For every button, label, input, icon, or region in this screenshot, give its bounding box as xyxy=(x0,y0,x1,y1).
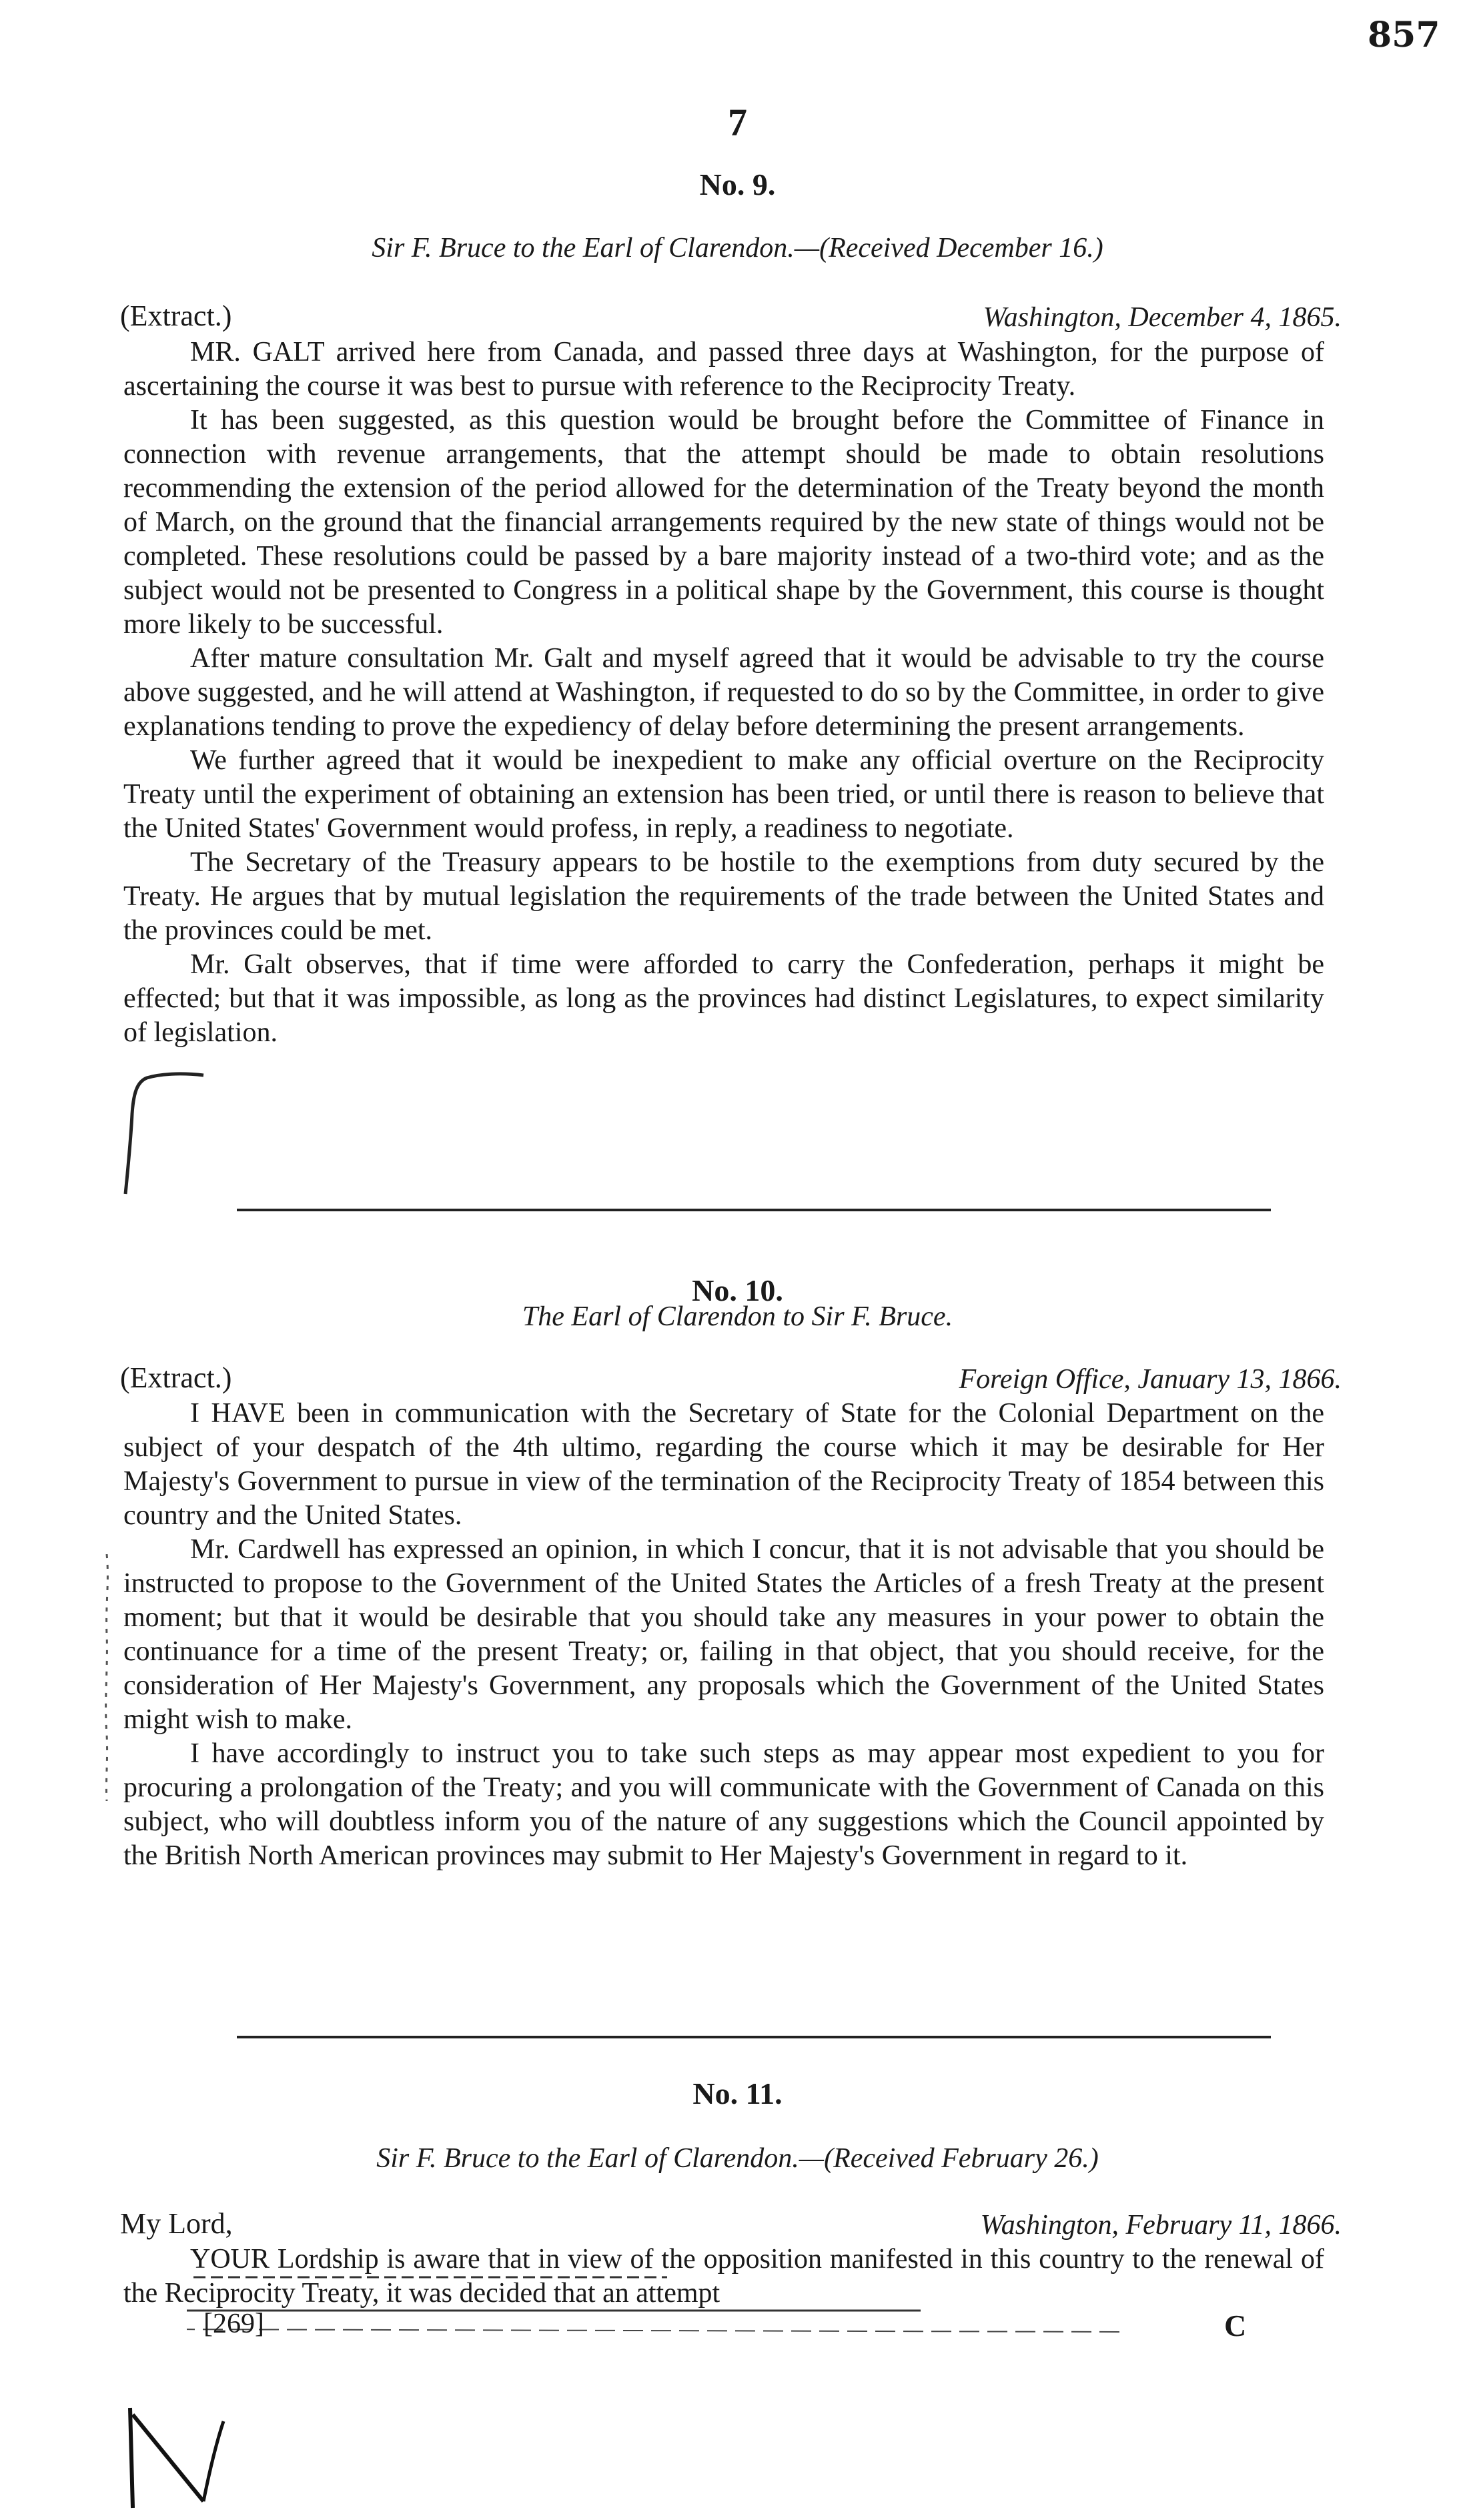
doc11-dateline: Washington, February 11, 1866. xyxy=(980,2210,1342,2241)
handwritten-scrawl-mark xyxy=(123,2401,237,2515)
doc9-extract-label: (Extract.) xyxy=(120,299,232,332)
doc9-number: No. 9. xyxy=(699,167,776,201)
doc9-paragraph-2: It has been suggested, as this question would be brought before the Committee of Finance in connection with revenue arrangements, that the attempt should be made to obtain resolutions recommending the extension of the period allowed for the determination of the Treaty beyond the month of March, on the ground that the financial arrangements required by the new state of things would not be completed. These resolutions could be passed by a bare majority instead of a two-third vote; and as the subject would not be presented to Congress in a political shape by the Government, this course is thought more likely to be successful. xyxy=(123,405,1324,640)
doc9-paragraph-3: After mature consultation Mr. Galt and myself agreed that it would be advisable to try the course above suggested, and he will attend at Washington, if requested to do so by the Committee, in order to give explanations tending to prove the expediency of delay before determining the present arrangements. xyxy=(123,643,1324,742)
doc10-dateline: Foreign Office, January 13, 1866. xyxy=(959,1364,1342,1395)
underline-marks xyxy=(187,2273,1321,2347)
footer-reference: [269] xyxy=(203,2309,264,2339)
doc10-number: No. 10. xyxy=(692,1273,783,1307)
doc9-paragraph-1: MR. GALT arrived here from Canada, and passed three days at Washington, for the purpose of ascertaining the course it was best to pursue with reference to the Reciprocity Treaty. xyxy=(123,337,1324,402)
signature-mark: C xyxy=(1224,2309,1247,2343)
doc11-paragraph-1: YOUR Lordship is aware that in view of the opposition manifested in this country to the renewal of the Reciprocity Treaty, it was decided that an attempt xyxy=(123,2244,1324,2309)
divider-rule-2 xyxy=(237,2036,1271,2038)
doc10-paragraph-2: Mr. Cardwell has expressed an opinion, in which I concur, that it is not advisable that you should be instructed to propose to the Government of the United States the Articles of a fresh Treaty at the present moment; but that it would be desirable that you should take any measures in your power to obtain the continuance for a time of the present Treaty; or, failing in that object, that you should receive, for the consideration of Her Majesty's Government, any proposals which the Government of the United States might wish to make. xyxy=(123,1534,1324,1735)
doc9-paragraph-4: We further agreed that it would be inexpedient to make any official overture on the Reciprocity Treaty until the experiment of obtaining an extension has been tried, or until there is reason to believe that the United States' Government would profess, in reply, a readiness to negotiate. xyxy=(123,745,1324,844)
doc10-paragraph-3: I have accordingly to instruct you to take such steps as may appear most expedient to you for procuring a prolongation of the Treaty; and you will communicate with the Government of Canada on this subject, who will doubtless inform you of the nature of any suggestions which the Council appointed by the British North American provinces may submit to Her Majesty's Government in regard to it. xyxy=(123,1738,1324,1871)
doc9-heading: Sir F. Bruce to the Earl of Clarendon.—(Received December 16.) xyxy=(372,233,1103,263)
doc9-dateline: Washington, December 4, 1865. xyxy=(983,302,1342,333)
doc11-salutation: My Lord, xyxy=(120,2207,233,2240)
margin-bracket-mark xyxy=(87,1067,207,1201)
page-number: 7 xyxy=(728,101,747,144)
doc9-paragraph-6: Mr. Galt observes, that if time were afforded to carry the Confederation, perhaps it might be effected; but that it was impossible, as long as the provinces had distinct Legislatures, to expect similarity of legislation. xyxy=(123,949,1324,1048)
doc10-body xyxy=(123,1397,1324,1873)
divider-rule-1 xyxy=(237,1209,1271,1211)
doc10-extract-label: (Extract.) xyxy=(120,1361,232,1394)
margin-dotted-line xyxy=(93,1554,120,1801)
doc10-paragraph-1: I HAVE been in communication with the Secretary of State for the Colonial Department on the subject of your despatch of the 4th ultimo, regarding the course which it may be desirable for Her Majesty's Government to pursue in view of the termination of the Reciprocity Treaty of 1854 between this country and the United States. xyxy=(123,1398,1324,1531)
doc9-paragraph-5: The Secretary of the Treasury appears to be hostile to the exemptions from duty secured by the Treaty. He argues that by mutual legislation the requirements of the trade between the United States and the provinces could be met. xyxy=(123,847,1324,946)
doc11-number: No. 11. xyxy=(692,2076,783,2110)
folio-mark: 857 xyxy=(1368,15,1440,55)
doc11-heading: Sir F. Bruce to the Earl of Clarendon.—(Received February 26.) xyxy=(376,2143,1099,2174)
doc9-body xyxy=(123,336,1324,1050)
doc10-heading: The Earl of Clarendon to Sir F. Bruce. xyxy=(522,1301,953,1332)
